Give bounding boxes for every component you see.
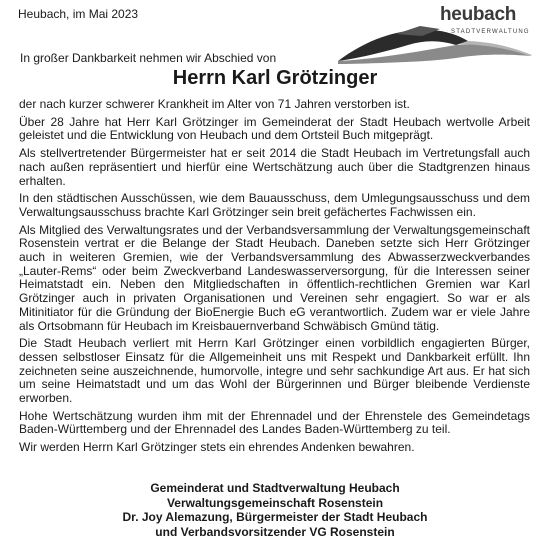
signature-line: Gemeinderat und Stadtverwaltung Heubach: [150, 481, 400, 495]
signature-line: Verwaltungsgemeinschaft Rosenstein: [166, 495, 384, 510]
logo-wordmark: heubach: [440, 4, 517, 25]
paragraph: Wir werden Herrn Karl Grötzinger stets ein ehrendes Andenken bewahren.: [19, 440, 415, 455]
obituary-body: [19, 98, 530, 459]
paragraph: Als stellvertretender Bürgermeister hat er seit 2014 die Stadt Heubach im Vertretungsfall auch nach außen repräsentiert und hierfür eine Wertschätzung auch über die Stadtgrenzen hinaus erhalten.: [19, 146, 530, 188]
paragraph: Als Mitglied des Verwaltungsrates und der Verbandsversammlung der Verwaltungsgemeinschaft Rosenstein vertrat er die Belange der Stadt Heubach. Daneben setzte sich Herr Grötzinger auch in weiteren Gremien, wie der Verbandsversammlung des Abwasserzweckverbandes „Lauter-Rems“ oder beim Zweckverband Landeswasserversorgung, für die Interessen seiner Heimatstadt ein. Neben den Mitgliedschaften in öffentlich-rechtlichen Gremien war Karl Grötzinger auch in privaten Organisationen und Vereinen sehr engagiert. So war er als Mitinitiator für die Gründung der BioEnergie Buch eG verantwortlich. Zudem war er viele Jahre als Ortsobmann für Heubach im Kreisbauernverband Schwäbisch Gmünd tätig.: [19, 222, 530, 333]
deceased-name: Herrn Karl Grötzinger: [172, 67, 378, 89]
logo-subtitle: STADTVERWALTUNG: [451, 29, 530, 35]
paragraph: Hohe Wertschätzung wurden ihm mit der Ehrennadel und der Ehrenstele des Gemeindetags Baden-Württemberg und der Ehrennadel des Landes Baden-Württemberg zu teil.: [19, 408, 530, 437]
intro-line: In großer Dankbarkeit nehmen wir Abschied von: [20, 51, 277, 65]
hill-logo-icon: [336, 14, 536, 66]
paragraph: Die Stadt Heubach verliert mit Herrn Karl Grötzinger einen vorbildlich engagierten Bürger, dessen selbstloser Einsatz für die Allgemeinheit uns mit Respekt und Dankbarkeit erfüllt. Ihn zeichneten seine auszeichnende, humorvolle, integre und sehr sachkundige Art aus. Er hat sich um seine Heimatstadt und um das Wohl der Bürgerinnen und Bürger bleibende Verdienste erworben.: [19, 336, 530, 406]
heubach-logo: [336, 4, 536, 66]
paragraph: der nach kurzer schwerer Krankheit im Alter von 71 Jahren verstorben ist.: [19, 97, 410, 111]
signature-line: und Verbandsvorsitzender VG Rosenstein: [155, 524, 395, 539]
signature-block: [0, 481, 550, 539]
paragraph: In den städtischen Ausschüssen, wie dem Bauausschuss, dem Umlegungsausschuss und dem Verwaltungsausschuss brachte Karl Grötzinger sein breit gefächertes Fachwissen ein.: [19, 191, 530, 219]
signature-line: Dr. Joy Alemazung, Bürgermeister der Stadt Heubach: [122, 510, 428, 524]
paragraph: Über 28 Jahre hat Herr Karl Grötzinger im Gemeinderat der Stadt Heubach wertvolle Arbeit geleistet und die Entwicklung von Heubach und dem Ortsteil Buch mitgeprägt.: [19, 114, 530, 143]
place-date: Heubach, im Mai 2023: [18, 7, 139, 21]
